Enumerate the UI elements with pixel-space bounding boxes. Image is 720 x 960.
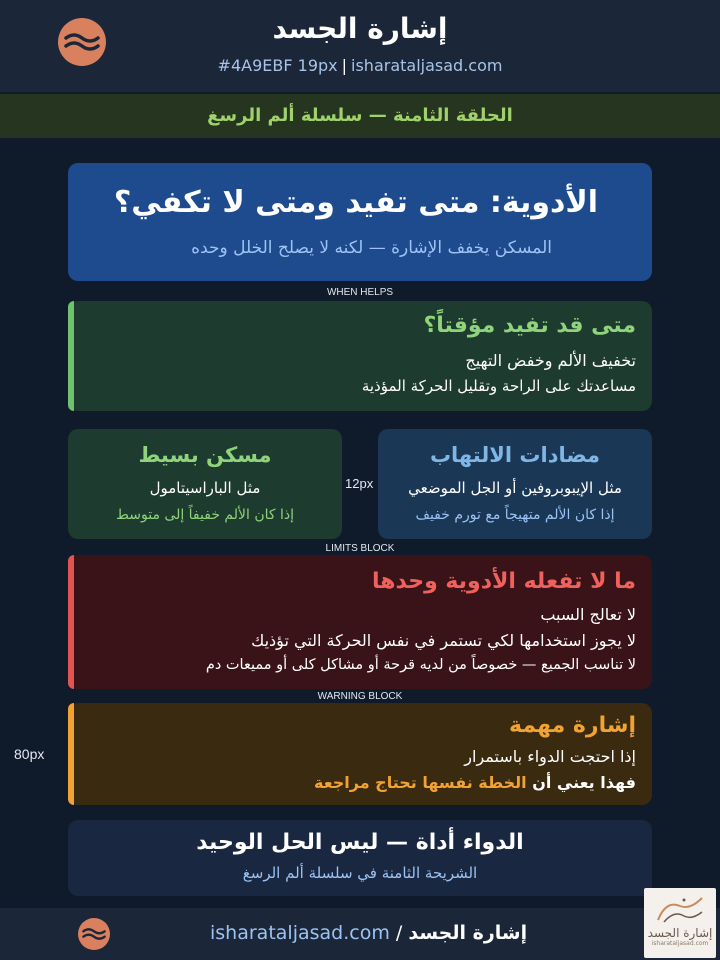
footer-brand: إشارة الجسد (408, 922, 528, 944)
warning-title: إشارة مهمة (509, 713, 636, 738)
warning-block-label: WARNING BLOCK (317, 691, 403, 702)
warning-line-1: إذا احتجت الدواء باستمرار (464, 747, 636, 766)
green-accent-bar (68, 301, 74, 411)
limits-block-label: LIMITS BLOCK (325, 543, 395, 554)
watermark-logo-icon (654, 892, 706, 926)
anti-inflammatory-line-2: إذا كان الألم متهيجاً مع تورم خفيف (415, 507, 615, 523)
warning-line-2 (314, 773, 636, 792)
when-helps-card (68, 301, 652, 411)
warning-line-2-prefix: فهذا يعني أن (526, 773, 636, 792)
limits-line-2: لا يجوز استخدامها لكي تستمر في نفس الحركة التي تؤذيك (251, 631, 636, 650)
simple-analgesic-line-2: إذا كان الألم خفيفاً إلى متوسط (115, 507, 295, 523)
anti-inflammatory-title: مضادات الالتهاب (429, 443, 601, 467)
warning-line-2-highlight: الخطة نفسها تحتاج مراجعة (314, 773, 527, 792)
footer-separator: / (395, 922, 403, 944)
subtitle-separator: | (341, 56, 348, 75)
hero-subtitle: المسكن يخفف الإشارة — لكنه لا يصلح الخلل وحده (191, 238, 552, 258)
simple-analgesic-title: مسكن بسيط (138, 443, 272, 467)
watermark-name-en: isharataljasad.com (651, 940, 709, 947)
simple-analgesic-card (68, 429, 342, 539)
hero-card (68, 163, 652, 281)
footer-wave-logo-icon (78, 918, 110, 950)
when-helps-label: WHEN HELPS (326, 287, 394, 298)
anti-inflammatory-line-1: مثل الإيبوبروفين أو الجل الموضعي (408, 479, 622, 497)
header (0, 0, 720, 92)
watermark-name-ar: إشارة الجسد (647, 926, 713, 940)
limits-title: ما لا تفعله الأدوية وحدها (372, 569, 636, 594)
orange-accent-bar (68, 703, 74, 805)
final-subtitle: الشريحة الثامنة في سلسلة ألم الرسغ (242, 864, 478, 882)
episode-bar: الحلقة الثامنة — سلسلة ألم الرسغ (0, 94, 720, 138)
limits-line-1: لا تعالج السبب (540, 605, 636, 624)
footer-url[interactable]: isharataljasad.com (210, 922, 390, 944)
subtitle-spec: #4A9EBF 19px (217, 56, 338, 75)
brand-title: إشارة الجسد (272, 12, 448, 45)
footer (0, 908, 720, 960)
gap-label: 12px (345, 476, 374, 491)
when-helps-line-2: مساعدتك على الراحة وتقليل الحركة المؤذية (361, 377, 636, 395)
final-card (68, 820, 652, 896)
watermark (644, 888, 716, 958)
simple-analgesic-line-1: مثل الباراسيتامول (149, 479, 261, 497)
subtitle-url[interactable]: isharataljasad.com (351, 56, 503, 75)
when-helps-line-1: تخفيف الألم وخفض التهيج (465, 351, 636, 370)
red-accent-bar (68, 555, 74, 689)
anti-inflammatory-card (378, 429, 652, 539)
brand-subtitle (0, 56, 720, 75)
limits-card (68, 555, 652, 689)
when-helps-title: متى قد تفيد مؤقتاً؟ (423, 313, 636, 338)
footer-text (210, 922, 527, 944)
warning-card (68, 703, 652, 805)
final-title: الدواء أداة — ليس الحل الوحيد (196, 830, 524, 855)
side-label: 80px (14, 746, 45, 762)
limits-line-3: لا تناسب الجميع — خصوصاً من لديه قرحة أو مشاكل كلى أو مميعات دم (205, 657, 636, 673)
hero-title: الأدوية: متى تفيد ومتى لا تكفي؟ (113, 185, 598, 220)
